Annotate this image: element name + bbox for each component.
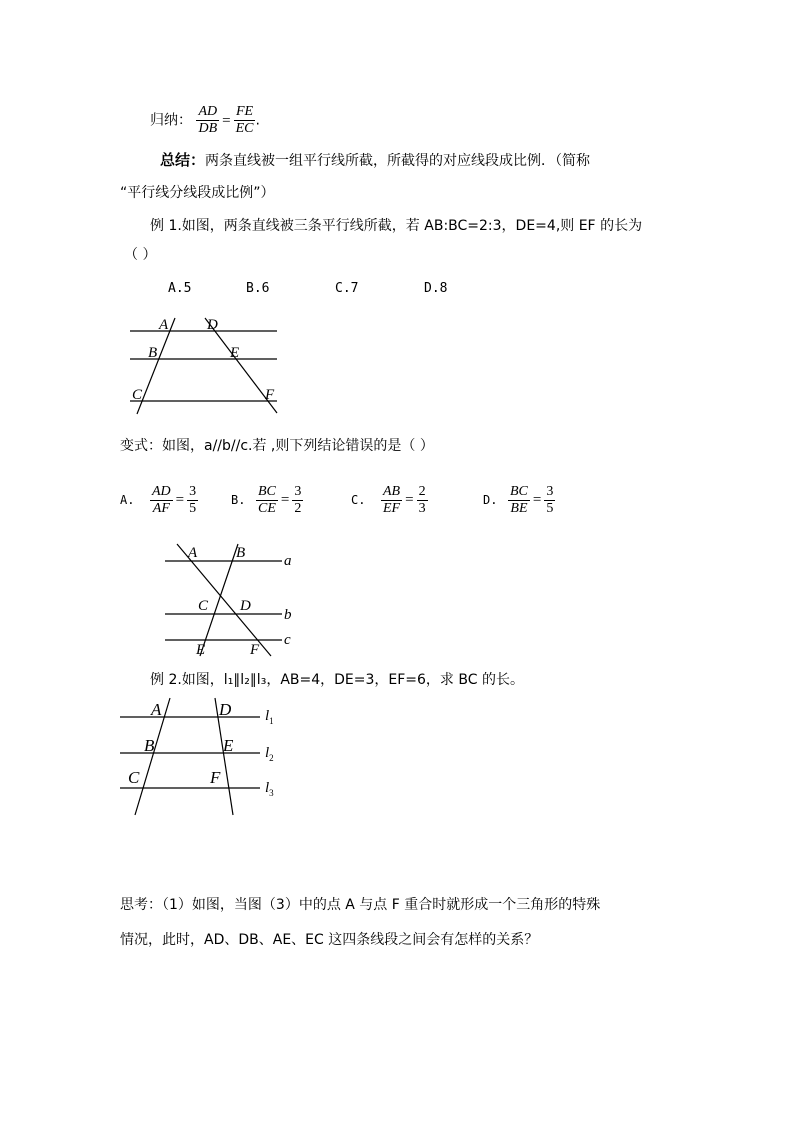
example1-option-b: B.6 bbox=[246, 281, 270, 296]
point-label-a: A bbox=[188, 545, 198, 561]
point-label-d: D bbox=[207, 317, 218, 333]
induction-fraction-right bbox=[234, 104, 256, 137]
equals-sign: = bbox=[405, 491, 414, 508]
example2-question: 例 2.如图，l₁∥l₂∥l₃，AB=4，DE=3，EF=6，求 BC 的长。 bbox=[150, 672, 524, 688]
fraction-denominator: BE bbox=[510, 500, 528, 516]
option-fraction bbox=[508, 484, 530, 517]
option-value bbox=[292, 484, 303, 517]
example1-option-c: C.7 bbox=[335, 281, 359, 296]
fraction-denominator: 2 bbox=[294, 500, 302, 516]
line-label-a: a bbox=[284, 553, 292, 569]
transversal-left bbox=[137, 318, 175, 414]
variant-question: 变式：如图，a//b//c.若 ,则下列结论错误的是（ ） bbox=[120, 438, 434, 454]
fraction-denominator: DB bbox=[198, 121, 218, 136]
option-letter: D. bbox=[483, 493, 498, 507]
think-line-1: 思考：（1）如图，当图（3）中的点 A 与点 F 重合时就形成一个三角形的特殊 bbox=[120, 897, 601, 913]
fraction-denominator: 5 bbox=[546, 500, 554, 516]
summary-line-2: “平行线分线段成比例”） bbox=[120, 185, 275, 201]
point-label-b: B bbox=[148, 345, 158, 361]
example1-blank: （ ） bbox=[124, 247, 157, 263]
fraction-denominator: CE bbox=[258, 500, 276, 516]
variant-option-b bbox=[231, 480, 303, 520]
fraction-numerator: 3 bbox=[294, 483, 302, 499]
option-letter: B. bbox=[231, 493, 246, 507]
point-label-d: D bbox=[240, 598, 251, 614]
line-label-letter: l bbox=[265, 745, 270, 761]
point-label-a: A bbox=[159, 317, 169, 333]
point-label-d: D bbox=[219, 700, 232, 719]
equals-sign: = bbox=[280, 491, 290, 508]
example1-option-a: A.5 bbox=[168, 281, 192, 296]
equals-sign: = bbox=[175, 491, 185, 508]
option-value bbox=[544, 484, 555, 517]
point-label-c: C bbox=[198, 598, 209, 614]
line-label-c: c bbox=[284, 632, 291, 648]
point-label-f: F bbox=[250, 642, 260, 658]
variant-options bbox=[120, 480, 580, 524]
line-label-l1 bbox=[265, 708, 274, 726]
fraction-denominator: 3 bbox=[418, 500, 426, 516]
induction-fraction-left bbox=[196, 104, 219, 137]
line-label-l2 bbox=[265, 745, 274, 763]
point-label-c: C bbox=[132, 387, 143, 403]
fraction-numerator: BC bbox=[510, 483, 528, 499]
point-label-a: A bbox=[151, 700, 162, 719]
fraction-numerator: AD bbox=[152, 483, 171, 499]
variant-option-a bbox=[120, 480, 198, 520]
fraction-numerator: AD bbox=[198, 104, 218, 119]
option-fraction bbox=[381, 484, 402, 517]
line-label-subscript: 3 bbox=[269, 788, 274, 798]
fraction-numerator: AB bbox=[383, 483, 401, 499]
option-value bbox=[187, 484, 198, 517]
fraction-denominator: EC bbox=[235, 121, 254, 136]
point-label-e: E bbox=[230, 345, 240, 361]
fraction-denominator: 5 bbox=[189, 500, 197, 516]
fraction-numerator: BC bbox=[258, 483, 276, 499]
variant-figure bbox=[160, 540, 300, 660]
variant-option-d bbox=[483, 480, 555, 520]
point-label-f: F bbox=[210, 768, 221, 787]
fraction-numerator: 2 bbox=[418, 483, 426, 499]
fraction-numerator: 3 bbox=[546, 483, 554, 499]
line-label-subscript: 2 bbox=[269, 753, 274, 763]
point-label-e: E bbox=[223, 736, 234, 755]
point-label-e: E bbox=[196, 642, 206, 658]
fraction-numerator: 3 bbox=[189, 483, 197, 499]
point-label-c: C bbox=[128, 768, 140, 787]
point-label-f: F bbox=[265, 387, 275, 403]
option-fraction bbox=[256, 484, 278, 517]
example1-question: 例 1.如图，两条直线被三条平行线所截，若 AB:BC=2:3，DE=4,则 EF 的长为 bbox=[150, 218, 643, 234]
period: . bbox=[255, 112, 260, 129]
example1-figure bbox=[125, 310, 285, 420]
variant-option-c bbox=[351, 480, 428, 520]
summary-text-1: 两条直线被一组平行线所截，所截得的对应线段成比例．（简称 bbox=[205, 153, 591, 169]
line-label-l3 bbox=[265, 780, 274, 798]
equals-sign: = bbox=[532, 491, 542, 508]
line-label-letter: l bbox=[265, 708, 270, 724]
equals-sign: = bbox=[222, 112, 231, 129]
example1-option-d: D.8 bbox=[424, 281, 448, 296]
example2-figure bbox=[115, 695, 290, 820]
fraction-numerator: FE bbox=[235, 104, 254, 119]
option-value bbox=[417, 484, 428, 517]
line-label-b: b bbox=[284, 607, 292, 623]
option-letter: C. bbox=[351, 493, 366, 507]
line-label-letter: l bbox=[265, 780, 270, 796]
induction-label: 归纳： bbox=[150, 112, 192, 129]
induction-line bbox=[150, 104, 260, 137]
summary-title: 总结： bbox=[160, 151, 206, 169]
option-fraction bbox=[150, 484, 173, 517]
think-line-2: 情况，此时，AD、DB、AE、EC 这四条线段之间会有怎样的关系？ bbox=[120, 932, 539, 948]
fraction-denominator: EF bbox=[383, 500, 401, 516]
point-label-b: B bbox=[144, 736, 155, 755]
option-letter: A. bbox=[120, 493, 135, 507]
line-label-subscript: 1 bbox=[269, 716, 274, 726]
point-label-b: B bbox=[236, 545, 246, 561]
fraction-denominator: AF bbox=[152, 500, 170, 516]
summary-line-1 bbox=[160, 150, 590, 171]
